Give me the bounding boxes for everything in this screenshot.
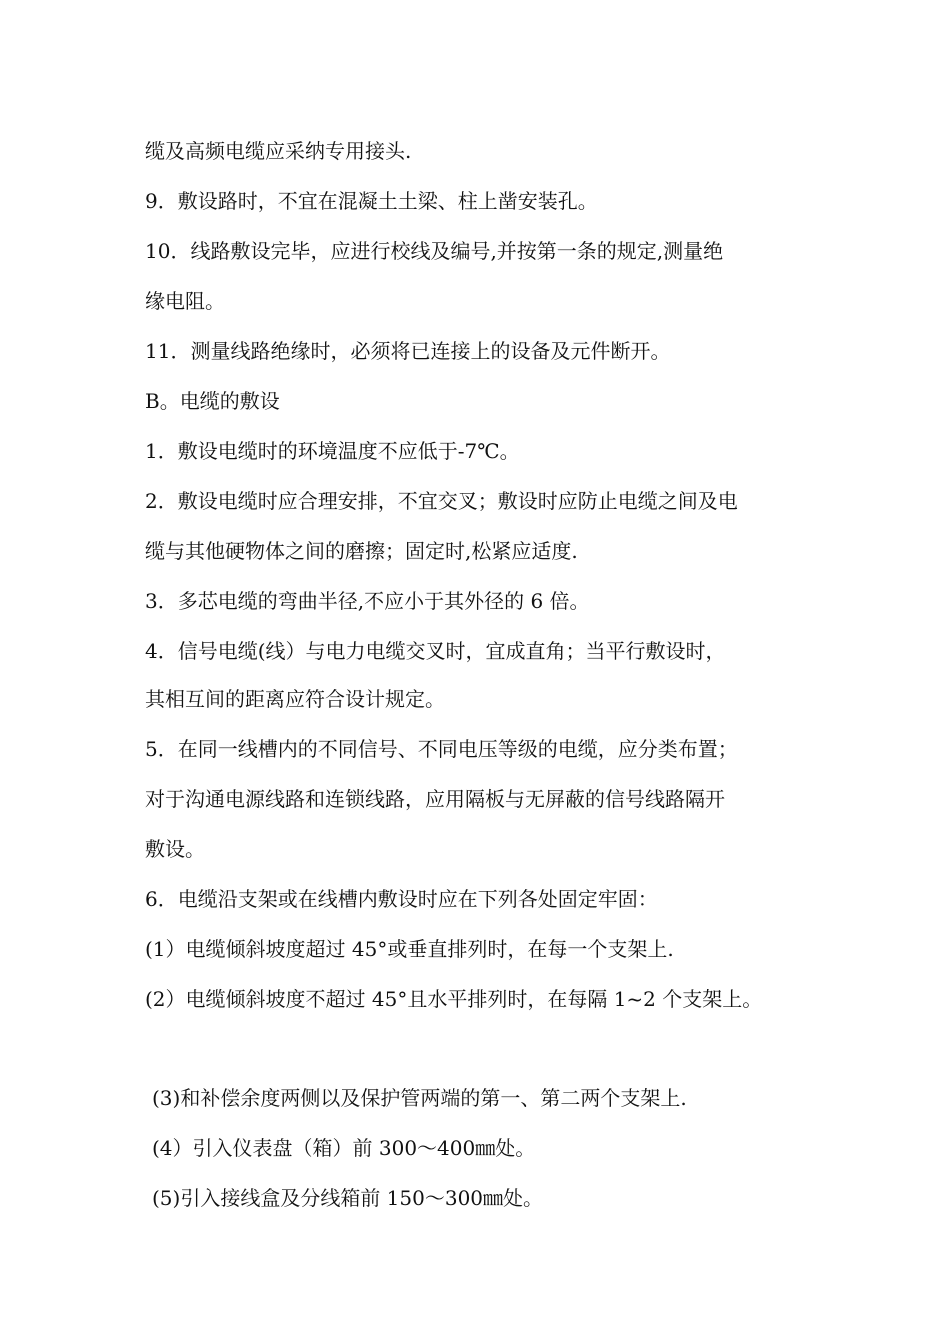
text-line-12: 其相互间的距离应符合设计规定。 [145, 687, 445, 711]
text-line-16: 6．电缆沿支架或在线槽内敷设时应在下列各处固定牢固： [145, 887, 658, 911]
text-line-21: (5)引入接线盒及分线箱前 150～300㎜处。 [152, 1186, 544, 1210]
text-line-9: 缆与其他硬物体之间的磨擦；固定时,松紧应适度. [145, 539, 578, 563]
text-line-13: 5．在同一线槽内的不同信号、不同电压等级的电缆，应分类布置； [145, 737, 738, 761]
section-heading: B。电缆的敷设 [145, 389, 280, 413]
text-line-18: (2）电缆倾斜坡度不超过 45°且水平排列时，在每隔 1~2 个支架上。 [145, 987, 763, 1011]
text-line-7: 1．敷设电缆时的环境温度不应低于-7℃。 [145, 439, 520, 463]
text-line-19: (3)和补偿余度两侧以及保护管两端的第一、第二两个支架上. [152, 1086, 687, 1110]
text-line-15: 敷设。 [145, 837, 205, 861]
text-line-1: 缆及高频电缆应采纳专用接头. [145, 139, 412, 163]
text-line-17: (1）电缆倾斜坡度超过 45°或垂直排列时，在每一个支架上. [145, 937, 674, 961]
text-line-4: 缘电阻。 [145, 289, 225, 313]
text-line-14: 对于沟通电源线路和连锁线路，应用隔板与无屏蔽的信号线路隔开 [145, 787, 725, 811]
text-line-3: 10．线路敷设完毕，应进行校线及编号,并按第一条的规定,测量绝 [145, 239, 724, 263]
text-line-11: 4．信号电缆(线）与电力电缆交叉时，宜成直角；当平行敷设时， [145, 639, 726, 663]
text-line-10: 3．多芯电缆的弯曲半径,不应小于其外径的 6 倍。 [145, 589, 590, 613]
text-line-5: 11．测量线路绝缘时，必须将已连接上的设备及元件断开。 [145, 339, 671, 363]
text-line-8: 2．敷设电缆时应合理安排，不宜交叉；敷设时应防止电缆之间及电 [145, 489, 738, 513]
text-line-20: (4）引入仪表盘（箱）前 300～400㎜处。 [152, 1136, 536, 1160]
text-line-2: 9．敷设路时，不宜在混凝土土梁、柱上凿安装孔。 [145, 189, 598, 213]
